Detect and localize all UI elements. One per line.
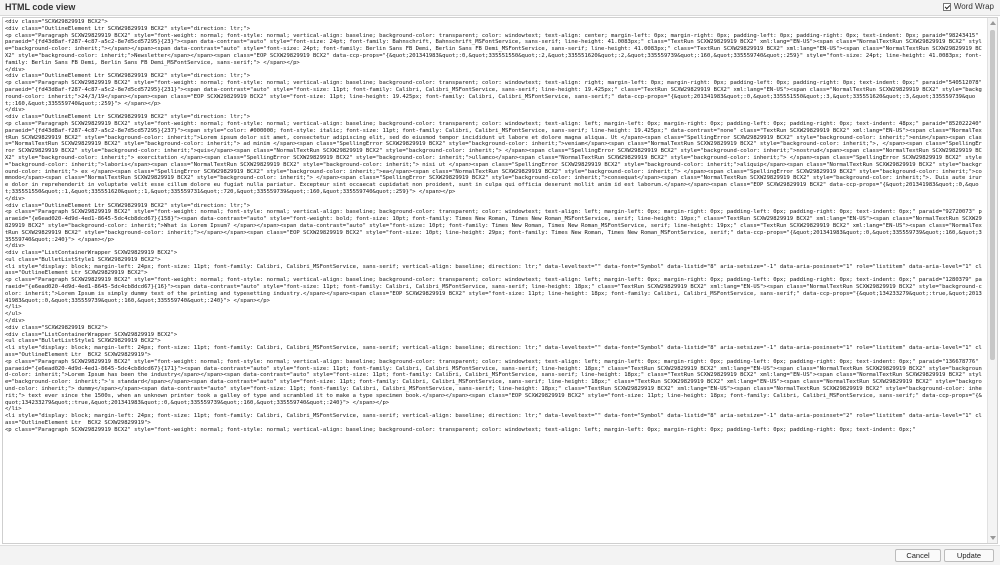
title-bar bbox=[0, 0, 1000, 16]
dialog-footer bbox=[0, 545, 1000, 565]
code-text-area[interactable]: <div class="SCXW29829919 BCX2"> <div class="OutlineElement Ltr SCXW29829919 BCX2" style="direction: ltr;"> <p class="Paragraph SCXW29829919 BCX2" style="font-weight: normal; font-style: normal; vertical-align: baseline; background-color: transparent; color: windowtext; text-align: center; margin-left: 0px; margin-right: 0px; padding-left: 0px; padding-right: 0px; text-indent: 0px; paraid="98243415" paraeid="{fd43d8af-f287-4c87-a5c2-8e7d5cd57295}{23}"><span data-contrast="auto" style="font-size: 24pt; font-family: Bahnschrift, Bahnschrift_MSFontService, sans-serif; line-height: 41.0083px;" class="TextRun SCXW29829919 BCX2" xml:lang="EN-US"><span class="NormalTextRun SCXW29829919 BCX2" style="background-color: inherit;"></span></span><span data-contrast="auto" style="font-size: 24pt; font-family: Berlin Sans FB Demi, Berlin Sans FB Demi_MSFontService, sans-serif; line-height: 41.0083px;" class="TextRun SCXW29829919 BCX2" xml:lang="EN-US"><span class="NormalTextRun SCXW29829919 BCX2" style="background-color: inherit;">Newsletter</span></span><span class="EOP SCXW29829919 BCX2" data-ccp-props="{&quot;201341983&quot;:0,&quot;335551550&quot;:2,&quot;335551620&quot;:2,&quot;335559739&quot;:160,&quot;335559740&quot;:259}" style="font-size: 24pt; line-height: 41.0083px; font-family: Berlin Sans FB Demi, Berlin Sans FB Demi_MSFontService, sans-serif;"> </span></p> </div> <div class="OutlineElement Ltr SCXW29829919 BCX2" style="direction: ltr;"> <p class="Paragraph SCXW29829919 BCX2" style="font-weight: normal; font-style: normal; vertical-align: baseline; background-color: transparent; color: windowtext; text-align: right; margin-left: 0px; margin-right: 0px; padding-left: 0px; padding-right: 0px; text-indent: 0px;" paraid="540512078" paraeid="{fd43d8af-f287-4c87-a5c2-8e7d5cd57295}{231}"><span data-contrast="auto" style="font-size: 11pt; font-family: Calibri, Calibri_MSFontService, sans-serif; line-height: 19.425px;" class="TextRun SCXW29829919 BCX2" xml:lang="EN-US"><span class="NormalTextRun SCXW29829919 BCX2" style="background-color: inherit;">24/3/19</span></span><span class="EOP SCXW29829919 BCX2" style="font-size: 11pt; line-height: 19.425px; font-family: Calibri, Calibri_MSFontService, sans-serif;" data-ccp-props="{&quot;201341983&quot;:0,&quot;335551550&quot;:3,&quot;335551620&quot;:3,&quot;335559739&quot;:160,&quot;335559740&quot;:259}"> </span></p> </div> <div class="OutlineElement Ltr SCXW29829919 BCX2" style="direction: ltr;"> <p class="Paragraph SCXW29829919 BCX2" style="font-weight: normal; font-style: normal; vertical-align: baseline; background-color: transparent; color: windowtext; text-align: left; margin-left: 0px; margin-right: 0px; padding-left: 0px; padding-right: 0px; text-indent: 48px;" paraid="852022240" paraeid="{fd43d8af-f287-4c87-a5c2-8e7d5cd57295}{237}"><span style="color: #000000; font-style: italic; font-size: 11pt; font-family: Calibri, Calibri_MSFontService, sans-serif; line-height: 19.425px;" data-contrast="none" class="TextRun SCXW29829919 BCX2" xml:lang="EN-US"><span class="NormalTextRun SCXW29829919 BCX2" style="background-color: inherit;">Lorem ipsum dolor sit amet, consectetur adipiscing elit, sed do eiusmod tempor incididunt ut labore et dolore magna aliqua. Ut </span><span class="SpellingError SCXW29829919 BCX2" style="background-color: inherit;">enim</span><span class="NormalTextRun SCXW29829919 BCX2" style="background-color: inherit;"> ad minim </span><span class="SpellingError SCXW29829919 BCX2" style="background-color: inherit;">veniam</span><span class="NormalTextRun SCXW29829919 BCX2" style="background-color: inherit;">, </span><span class="SpellingError SCXW29829919 BCX2" style="background-color: inherit;">quis</span><span class="NormalTextRun SCXW29829919 BCX2" style="background-color: inherit;"> </span><span class="SpellingError SCXW29829919 BCX2" style="background-color: inherit;">nostrud</span><span class="NormalTextRun SCXW29829919 BCX2" style="background-color: inherit;"> exercitation </span><span class="SpellingError SCXW29829919 BCX2" style="background-color: inherit;">ullamco</span><span class="NormalTextRun SCXW29829919 BCX2" style="background-color: inherit;"> </span><span class="SpellingError SCXW29829919 BCX2" style="background-color: inherit;">laboris</span><span class="NormalTextRun SCXW29829919 BCX2" style="background-color: inherit;"> nisi ut </span><span class="SpellingError SCXW29829919 BCX2" style="background-color: inherit;">aliquip</span><span class="NormalTextRun SCXW29829919 BCX2" style="background-color: inherit;"> ex </span><span class="SpellingError SCXW29829919 BCX2" style="background-color: inherit;">ea</span><span class="NormalTextRun SCXW29829919 BCX2" style="background-color: inherit;"> </span><span class="SpellingError SCXW29829919 BCX2" style="background-color: inherit;">commodo</span><span class="NormalTextRun SCXW29829919 BCX2" style="background-color: inherit;"> </span><span class="SpellingError SCXW29829919 BCX2" style="background-color: inherit;">consequat</span><span class="NormalTextRun SCXW29829919 BCX2" style="background-color: inherit;">. Duis aute irure dolor in reprehenderit in voluptate velit esse cillum dolore eu fugiat nulla pariatur. Excepteur sint occaecat cupidatat non proident, sunt in culpa qui officia deserunt mollit anim id est laborum.</span></span><span class="EOP SCXW29829919 BCX2" data-ccp-props="{&quot;201341983&quot;:0,&quot;335551550&quot;:1,&quot;335551620&quot;:1,&quot;335559731&quot;:720,&quot;335559739&quot;:160,&quot;335559740&quot;:259}"> </span></p> </div> <div class="OutlineElement Ltr SCXW29829919 BCX2" style="direction: ltr;"> <p class="Paragraph SCXW29829919 BCX2" style="font-weight: normal; font-style: normal; vertical-align: baseline; background-color: transparent; color: windowtext; text-align: left; margin-left: 0px; margin-right: 0px; padding-left: 0px; padding-right: 0px; text-indent: 0px;" paraid="92720073" paraeid="{e6ead020-4d9d-4ed1-8645-5dc4cb8dcd67}{158}"><span data-contrast="auto" style="font-weight: bold; font-size: 10pt; font-family: Times New Roman, Times New Roman_MSFontService, serif; line-height: 19px;" class="TextRun SCXW29829919 BCX2" xml:lang="EN-US"><span class="NormalTextRun SCXW29829919 BCX2" style="background-color: inherit;">What is Lorem Ipsum? </span></span><span data-contrast="auto" style="font-size: 10pt; font-family: Times New Roman, Times New Roman_MSFontService, serif; line-height: 19px;" class="TextRun SCXW29829919 BCX2" xml:lang="EN-US"><span class="NormalTextRun SCXW29829919 BCX2" style="background-color: inherit;"></span></span><span class="EOP SCXW29829919 BCX2" style="font-size: 10pt; line-height: 29px; font-family: Times New Roman, Times New Roman_MSFontService, serif;" data-ccp-props="{&quot;201341983&quot;:0,&quot;335559739&quot;:160,&quot;335559740&quot;:240}"> </span></p> </div> <div class="ListContainerWrapper SCXW29829919 BCX2"> <ul class="BulletListStyle1 SCXW29829919 BCX2"> <li style="display: block; margin-left: 24px; font-size: 11pt; font-family: Calibri, Calibri_MSFontService, sans-serif; vertical-align: baseline; direction: ltr;" data-leveltext="" data-font="Symbol" data-listid="8" aria-setsize="-1" data-aria-posinset="1" role="listitem" data-aria-level="1" class="OutlineElement Ltr SCXW29829919 BCX2"> <p class="Paragraph SCXW29829919 BCX2" style="font-weight: normal; font-style: normal; vertical-align: baseline; background-color: transparent; color: windowtext; text-align: left; margin-left: 0px; margin-right: 0px; padding-left: 0px; padding-right: 0px; text-indent: 0px;" paraid="1280379" paraeid="{e6ead020-4d9d-4ed1-8645-5dc4cb8dcd67}{16}"><span data-contrast="auto" style="font-size: 11pt; font-family: Calibri, Calibri_MSFontService, sans-serif; line-height: 18px;" class="TextRun SCXW29829919 BCX2" xml:lang="EN-US"><span class="NormalTextRun SCXW29829919 BCX2" style="background-color: inherit;">Lorem Ipsum is simply dummy text of the printing and typesetting industry.</span></span><span class="EOP SCXW29829919 BCX2" style="font-size: 11pt; line-height: 18px; font-family: Calibri, Calibri_MSFontService, sans-serif;" data-ccp-props="{&quot;134233279&quot;:true,&quot;201341983&quot;:0,&quot;335559739&quot;:160,&quot;335559740&quot;:240}"> </span></p> </li> </ul> </div> <div class="SCXW29829919 BCX2"> <div class="ListContainerWrapper SCXW29829919 BCX2"> <ul class="BulletListStyle1 SCXW29829919 BCX2"> <li style="display: block; margin-left: 24px; font-size: 11pt; font-family: Calibri, Calibri_MSFontService, sans-serif; vertical-align: baseline; direction: ltr;" data-leveltext="" data-font="Symbol" data-listid="8" aria-setsize="-1" data-aria-posinset="1" role="listitem" data-aria-level="1" class="OutlineElement Ltr BCX2 SCXW29829919"> <p class="Paragraph SCXW29829919 BCX2" style="font-weight: normal; font-style: normal; vertical-align: baseline; background-color: transparent; color: windowtext; text-align: left; margin-left: 0px; margin-right: 0px; padding-left: 0px; padding-right: 0px; text-indent: 0px;" paraid="136678776" paraeid="{e6ead020-4d9d-4ed1-8645-5dc4cb8dcd67}{171}"><span data-contrast="auto" style="font-size: 11pt; font-family: Calibri, Calibri_MSFontService, sans-serif; line-height: 18px;" class="TextRun SCXW29829919 BCX2" xml:lang="EN-US"><span class="NormalTextRun SCXW29829919 BCX2" style="background-color: inherit;">Lorem Ipsum has been the industry</span></span><span data-contrast="auto" style="font-size: 11pt; font-family: Calibri, Calibri_MSFontService, sans-serif; line-height: 18px;" class="TextRun SCXW29829919 BCX2" xml:lang="EN-US"><span class="NormalTextRun SCXW29829919 BCX2" style="background-color: inherit;">'s standard</span></span><span data-contrast="auto" style="font-size: 11pt; font-family: Calibri, Calibri_MSFontService, sans-serif; line-height: 18px;" class="TextRun SCXW29829919 BCX2" xml:lang="EN-US"><span class="NormalTextRun SCXW29829919 BCX2" style="background-color: inherit;"> dummy</span></span><span data-contrast="auto" style="font-size: 11pt; font-family: Calibri, Calibri_MSFontService, sans-serif; line-height: 18px;" class="TextRun SCXW29829919 BCX2" xml:lang="EN-US"><span class="NormalTextRun SCXW29829919 BCX2" style="background-color: inherit;"> text ever since the 1500s, when an unknown printer took a galley of type and scrambled it to make a type specimen book.</span></span><span class="EOP SCXW29829919 BCX2" style="font-size: 11pt; line-height: 18px; font-family: Calibri, Calibri_MSFontService, sans-serif;" data-ccp-props="{&quot;134233279&quot;:true,&quot;201341983&quot;:0,&quot;335559739&quot;:160,&quot;335559740&quot;:240}"> </span></p> </li> <li style="display: block; margin-left: 24px; font-size: 11pt; font-family: Calibri, Calibri_MSFontService, sans-serif; vertical-align: baseline; direction: ltr;" data-leveltext="" data-font="Symbol" data-listid="8" aria-setsize="-1" data-aria-posinset="2" role="listitem" data-aria-level="1" class="OutlineElement Ltr BCX2 SCXW29829919"> <p class="Paragraph SCXW29829919 BCX2" style="font-weight: normal; font-style: normal; vertical-align: baseline; background-color: transparent; color: windowtext; text-align: left; margin-left: 0px; margin-right: 0px; padding-left: 0px; padding-right: 0px; text-indent: 0px;" bbox=[5, 19, 982, 433]
window-title: HTML code view bbox=[5, 2, 76, 12]
scroll-up-arrow-icon[interactable] bbox=[990, 21, 996, 25]
scrollbar-thumb[interactable] bbox=[990, 30, 995, 360]
word-wrap-toggle[interactable] bbox=[943, 2, 994, 11]
word-wrap-label: Word Wrap bbox=[953, 2, 994, 11]
html-code-editor[interactable] bbox=[2, 17, 998, 544]
update-button[interactable]: Update bbox=[944, 549, 994, 562]
scroll-down-arrow-icon[interactable] bbox=[990, 536, 996, 540]
cancel-button[interactable]: Cancel bbox=[895, 549, 941, 562]
vertical-scrollbar[interactable] bbox=[987, 18, 997, 543]
word-wrap-checkbox[interactable] bbox=[943, 3, 951, 11]
